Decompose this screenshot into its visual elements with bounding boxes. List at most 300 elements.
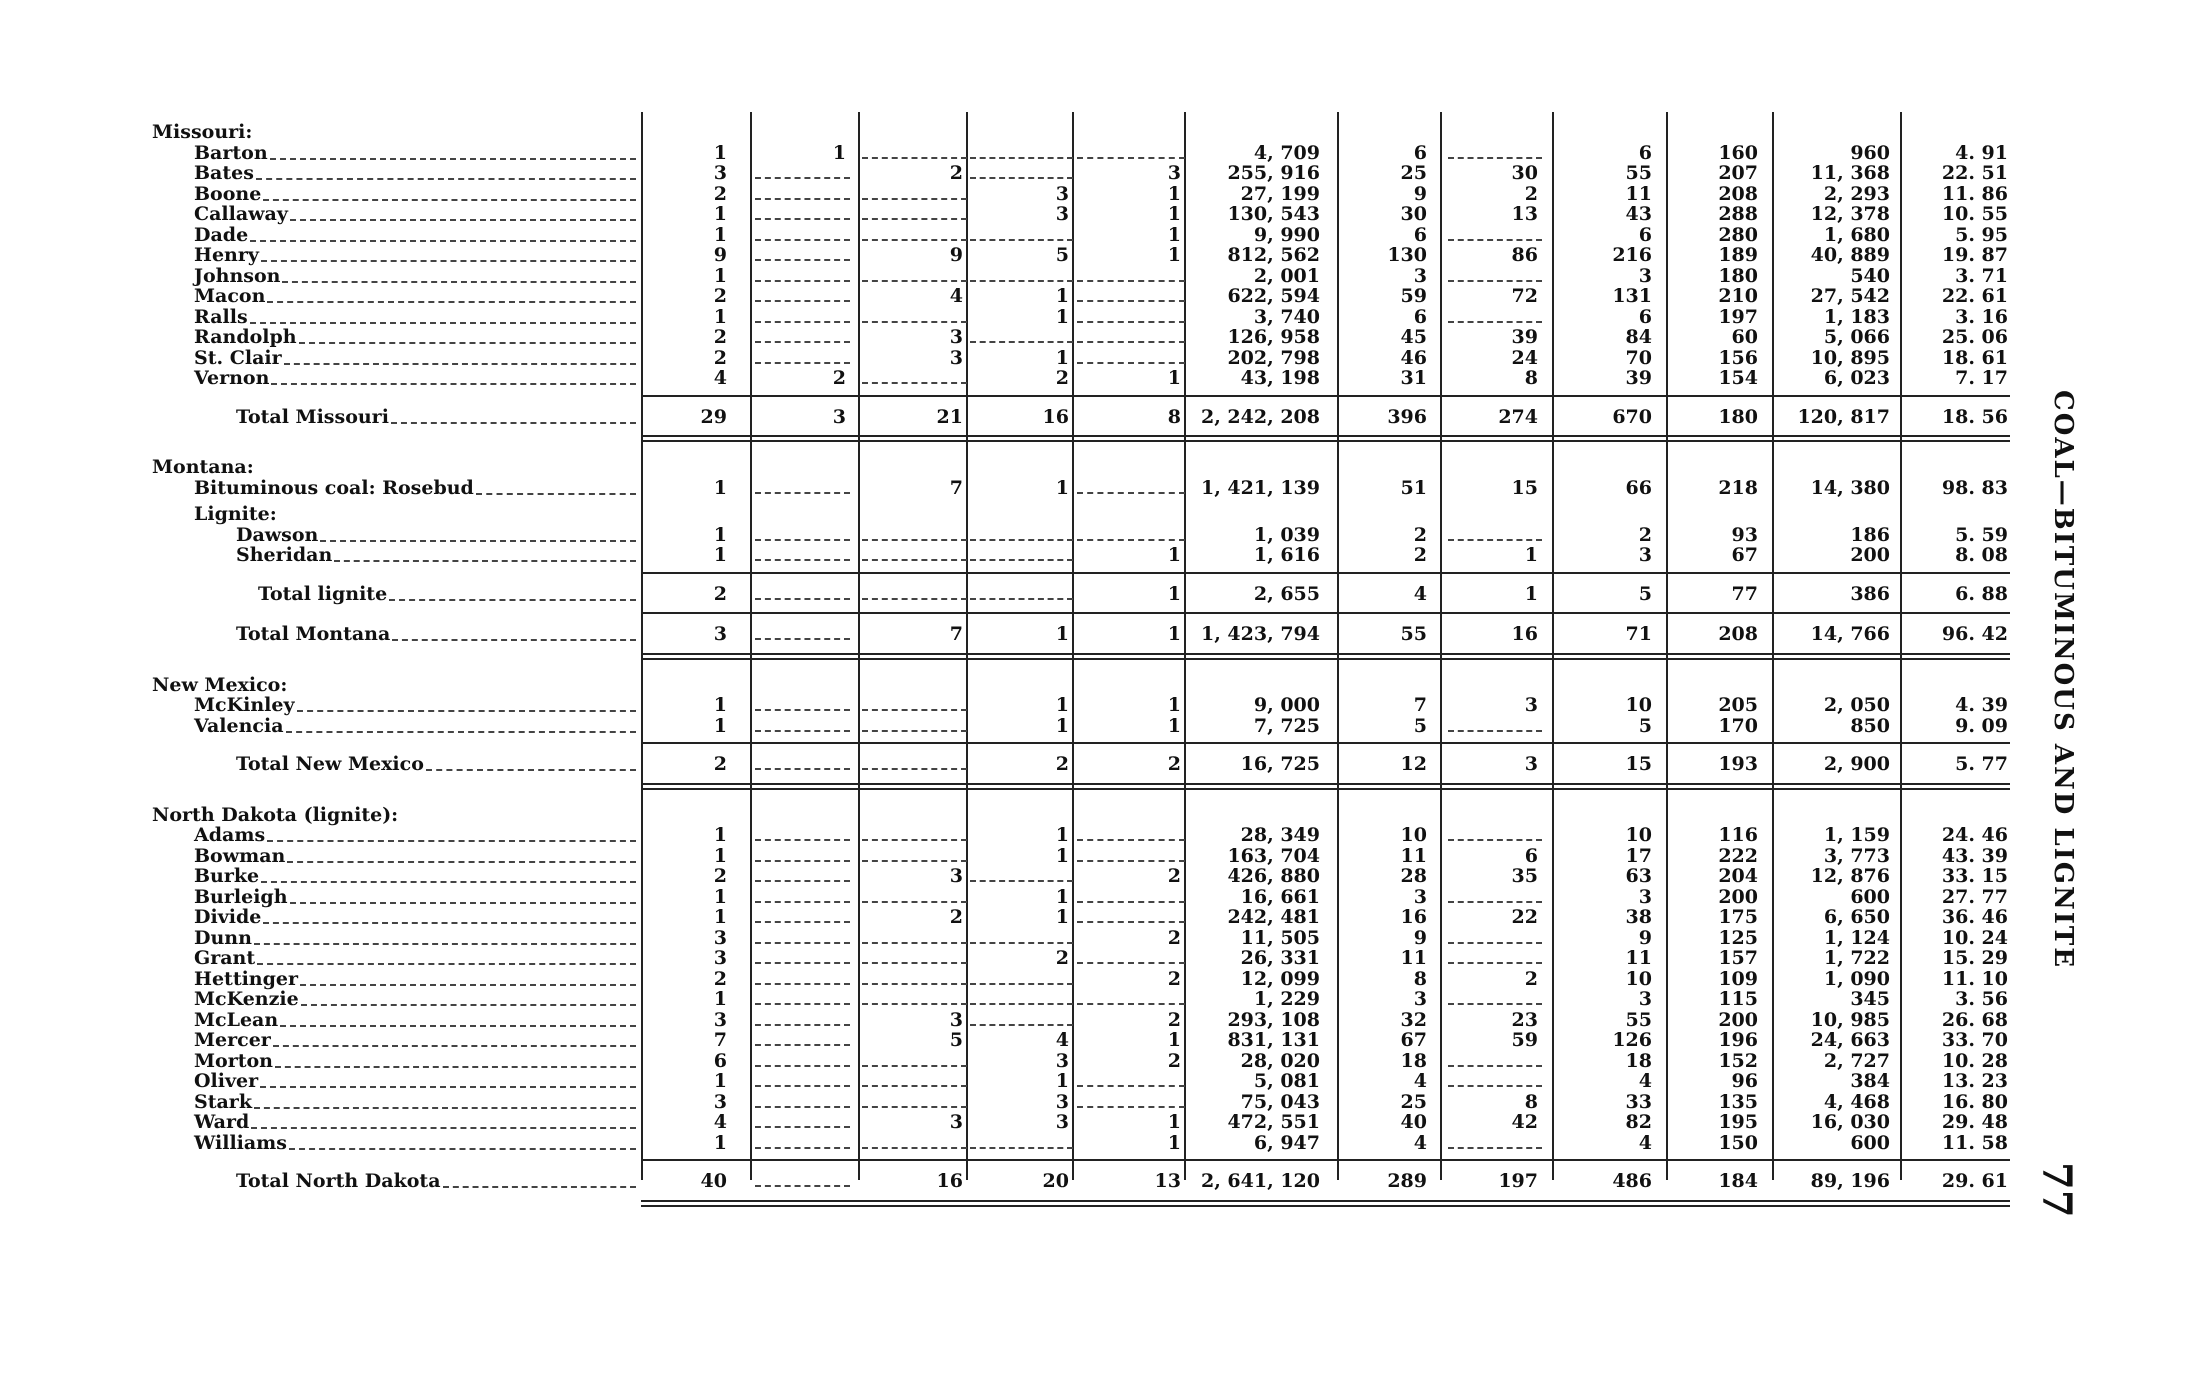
table-cell: 15 <box>1625 753 1652 775</box>
table-cell: 28 <box>1400 865 1427 887</box>
empty-cell <box>755 860 850 862</box>
empty-cell <box>755 321 850 323</box>
empty-cell <box>862 539 967 541</box>
table-cell: 163, 704 <box>1227 844 1320 867</box>
table-cell: 3 <box>713 162 727 184</box>
empty-cell <box>755 280 850 282</box>
table-cell: 2 <box>1167 753 1181 775</box>
table-cell: 1 <box>1055 285 1069 307</box>
table-cell: 15. 29 <box>1941 947 2008 969</box>
table-cell: 13. 23 <box>1941 1070 2008 1092</box>
leader-dots <box>275 1066 636 1068</box>
leader-dots <box>476 493 636 495</box>
table-cell: 22. 51 <box>1941 162 2008 184</box>
table-cell: 98. 83 <box>1941 476 2008 499</box>
table-cell: 67 <box>1400 1029 1427 1051</box>
table-cell: 40 <box>1400 1111 1427 1133</box>
total-rule <box>641 1159 2010 1161</box>
table-cell: 86 <box>1511 244 1538 266</box>
table-cell: 1 <box>713 1070 727 1092</box>
table-cell: 2 <box>1524 182 1538 205</box>
table-cell: 18 <box>1400 1049 1427 1072</box>
table-cell: 1 <box>713 203 727 225</box>
table-cell: 157 <box>1718 947 1758 969</box>
table-cell: 7 <box>1413 694 1427 716</box>
table-cell: 6, 650 <box>1823 906 1890 928</box>
table-cell: 3 <box>1413 988 1427 1010</box>
table-cell: 130 <box>1387 244 1427 266</box>
table-cell: 3 <box>949 1111 963 1133</box>
total-rule <box>641 435 2010 437</box>
total-rule <box>641 788 2010 790</box>
table-cell: 4 <box>1638 1131 1652 1154</box>
table-cell: 5 <box>1638 582 1652 605</box>
row-label: Barton <box>194 141 268 164</box>
table-cell: 196 <box>1718 1029 1758 1051</box>
table-cell: 3 <box>832 405 846 428</box>
table-cell: 16, 661 <box>1240 885 1320 908</box>
table-cell: 186 <box>1850 523 1890 546</box>
table-cell: 6 <box>713 1049 727 1072</box>
table-cell: 2 <box>713 326 727 348</box>
table-cell: 3 <box>1524 753 1538 775</box>
table-cell: 195 <box>1718 1111 1758 1133</box>
empty-cell <box>755 983 850 985</box>
table-cell: 2, 655 <box>1253 582 1320 605</box>
table-cell: 1 <box>1167 203 1181 225</box>
table-cell: 18. 61 <box>1941 346 2008 369</box>
table-cell: 11 <box>1400 844 1427 867</box>
row-label: Ward <box>194 1111 250 1133</box>
table-cell: 5. 59 <box>1955 523 2008 546</box>
table-cell: 25. 06 <box>1941 326 2008 348</box>
running-head-text: COAL—BITUMINOUS AND LIGNITE <box>2048 390 2078 970</box>
leader-dots <box>260 1086 636 1088</box>
table-cell: 193 <box>1718 753 1758 775</box>
table-cell: 2, 293 <box>1823 182 1890 205</box>
leader-dots <box>250 240 636 242</box>
leader-dots <box>256 178 636 180</box>
total-rule <box>641 395 2010 397</box>
table-cell: 20 <box>1042 1170 1069 1192</box>
table-cell: 7 <box>713 1029 727 1051</box>
total-rule <box>641 653 2010 655</box>
table-cell: 135 <box>1718 1090 1758 1113</box>
table-cell: 1 <box>713 141 727 164</box>
table-cell: 218 <box>1718 476 1758 499</box>
table-cell: 96 <box>1731 1070 1758 1092</box>
table-cell: 1 <box>1055 824 1069 846</box>
table-cell: 30 <box>1511 162 1538 184</box>
table-cell: 2, 001 <box>1253 264 1320 287</box>
table-cell: 8. 08 <box>1955 544 2008 566</box>
table-cell: 396 <box>1387 405 1427 428</box>
empty-cell <box>755 730 850 732</box>
table-cell: 5. 77 <box>1955 753 2008 775</box>
table-cell: 180 <box>1718 405 1758 428</box>
empty-cell <box>862 983 967 985</box>
table-cell: 60 <box>1731 326 1758 348</box>
row-label: Ralls <box>194 305 248 328</box>
table-cell: 93 <box>1731 523 1758 546</box>
leader-dots <box>270 158 636 160</box>
table-cell: 242, 481 <box>1227 906 1320 928</box>
table-cell: 1 <box>713 476 727 499</box>
table-cell: 10 <box>1625 694 1652 716</box>
row-label: Boone <box>194 182 262 205</box>
row-label: Stark <box>194 1090 252 1113</box>
row-label: Montana: <box>152 456 254 478</box>
table-cell: 13 <box>1511 203 1538 225</box>
table-cell: 1 <box>713 1131 727 1154</box>
leader-dots <box>280 1025 636 1027</box>
table-cell: 35 <box>1511 865 1538 887</box>
table-cell: 2 <box>1055 753 1069 775</box>
table-cell: 1, 183 <box>1823 305 1890 328</box>
table-cell: 1, 039 <box>1253 523 1320 546</box>
table-cell: 1, 159 <box>1823 824 1890 846</box>
table-cell: 33. 15 <box>1941 865 2008 887</box>
empty-cell <box>755 539 850 541</box>
leader-dots <box>271 383 636 385</box>
table-cell: 3 <box>1638 264 1652 287</box>
table-cell: 66 <box>1625 476 1652 499</box>
table-cell: 2, 900 <box>1823 753 1890 775</box>
empty-cell <box>862 1003 967 1005</box>
table-cell: 152 <box>1718 1049 1758 1072</box>
total-rule <box>641 742 2010 744</box>
table-cell: 2 <box>1524 967 1538 990</box>
table-cell: 11. 10 <box>1941 967 2008 990</box>
table-cell: 1 <box>713 544 727 566</box>
table-cell: 11, 368 <box>1810 162 1890 184</box>
table-cell: 2 <box>713 285 727 307</box>
table-cell: 2 <box>713 753 727 775</box>
empty-cell <box>755 239 850 241</box>
table-cell: 3, 773 <box>1823 844 1890 867</box>
table-cell: 150 <box>1718 1131 1758 1154</box>
empty-cell <box>755 198 850 200</box>
table-cell: 5 <box>1055 244 1069 266</box>
table-cell: 2 <box>713 967 727 990</box>
table-cell: 4. 91 <box>1955 141 2008 164</box>
table-cell: 3 <box>1524 694 1538 716</box>
table-cell: 2, 242, 208 <box>1200 405 1320 428</box>
table-cell: 2 <box>713 582 727 605</box>
table-cell: 205 <box>1718 694 1758 716</box>
table-cell: 11 <box>1625 947 1652 969</box>
table-cell: 6 <box>1638 305 1652 328</box>
leader-dots <box>334 560 636 562</box>
total-rule <box>641 1200 2010 1202</box>
table-cell: 2 <box>832 367 846 389</box>
table-cell: 9 <box>1638 926 1652 949</box>
table-cell: 3. 71 <box>1955 264 2008 287</box>
table-cell: 131 <box>1612 285 1652 307</box>
table-cell: 3 <box>1638 544 1652 566</box>
table-cell: 600 <box>1850 1131 1890 1154</box>
table-cell: 208 <box>1718 182 1758 205</box>
table-cell: 4 <box>1055 1029 1069 1051</box>
table-cell: 850 <box>1850 714 1890 737</box>
table-cell: 2 <box>949 162 963 184</box>
table-cell: 29. 61 <box>1941 1170 2008 1192</box>
table-cell: 1 <box>1167 582 1181 605</box>
table-cell: 207 <box>1718 162 1758 184</box>
row-label: Divide <box>194 906 262 928</box>
table-cell: 622, 594 <box>1227 285 1320 307</box>
leader-dots <box>250 322 636 324</box>
total-rule <box>641 783 2010 785</box>
table-cell: 208 <box>1718 623 1758 645</box>
table-cell: 1, 423, 794 <box>1200 623 1320 645</box>
table-cell: 4 <box>949 285 963 307</box>
table-cell: 1 <box>1167 694 1181 716</box>
table-cell: 109 <box>1718 967 1758 990</box>
table-cell: 2 <box>1638 523 1652 546</box>
leader-dots <box>282 281 636 283</box>
table-cell: 17 <box>1625 844 1652 867</box>
total-rule <box>641 572 2010 574</box>
table-cell: 10, 895 <box>1810 346 1890 369</box>
table-cell: 36. 46 <box>1941 906 2008 928</box>
table-cell: 10 <box>1625 967 1652 990</box>
row-label: Bowman <box>194 844 286 867</box>
table-cell: 154 <box>1718 367 1758 389</box>
table-cell: 3 <box>713 947 727 969</box>
table-cell: 39 <box>1625 367 1652 389</box>
row-label: Burke <box>194 865 260 887</box>
table-cell: 3 <box>1638 988 1652 1010</box>
table-cell: 18. 56 <box>1941 405 2008 428</box>
table-cell: 274 <box>1498 405 1538 428</box>
row-label: New Mexico: <box>152 673 288 696</box>
table-cell: 2 <box>1413 523 1427 546</box>
empty-cell <box>862 157 967 159</box>
table-cell: 1 <box>713 988 727 1010</box>
table-cell: 3 <box>713 926 727 949</box>
table-cell: 1, 616 <box>1253 544 1320 566</box>
row-label: McLean <box>194 1008 279 1031</box>
empty-cell <box>862 239 967 241</box>
table-cell: 3 <box>949 865 963 887</box>
table-cell: 9 <box>713 244 727 266</box>
table-cell: 12, 378 <box>1810 203 1890 225</box>
table-cell: 10 <box>1625 824 1652 846</box>
row-label: Williams <box>194 1131 287 1154</box>
row-label: Burleigh <box>194 885 288 908</box>
row-label: Morton <box>194 1049 273 1072</box>
table-cell: 28, 020 <box>1240 1049 1320 1072</box>
empty-cell <box>755 1003 850 1005</box>
table-cell: 63 <box>1625 865 1652 887</box>
table-cell: 197 <box>1718 305 1758 328</box>
table-cell: 3 <box>713 1090 727 1113</box>
table-cell: 12 <box>1400 753 1427 775</box>
table-cell: 2, 641, 120 <box>1200 1170 1320 1192</box>
table-cell: 3 <box>713 623 727 645</box>
leader-dots <box>261 881 636 883</box>
table-cell: 1, 421, 139 <box>1200 476 1320 499</box>
table-cell: 5. 95 <box>1955 223 2008 246</box>
table-cell: 255, 916 <box>1227 162 1320 184</box>
table-cell: 16 <box>1511 623 1538 645</box>
table-cell: 2, 050 <box>1823 694 1890 716</box>
table-cell: 3 <box>1055 203 1069 225</box>
table-cell: 12, 876 <box>1810 865 1890 887</box>
table-cell: 3 <box>949 326 963 348</box>
table-cell: 9, 990 <box>1253 223 1320 246</box>
leader-dots <box>287 861 636 863</box>
leader-dots <box>251 1127 636 1129</box>
total-rule <box>641 658 2010 660</box>
table-cell: 75, 043 <box>1240 1090 1320 1113</box>
empty-cell <box>755 901 850 903</box>
table-cell: 3 <box>1055 182 1069 205</box>
table-cell: 126 <box>1612 1029 1652 1051</box>
table-cell: 3 <box>1413 885 1427 908</box>
table-cell: 13 <box>1154 1170 1181 1192</box>
table-cell: 14, 380 <box>1810 476 1890 499</box>
table-cell: 345 <box>1850 988 1890 1010</box>
table-cell: 210 <box>1718 285 1758 307</box>
table-cell: 9. 09 <box>1955 714 2008 737</box>
row-label: Hettinger <box>194 967 299 990</box>
table-cell: 3 <box>1055 1049 1069 1072</box>
table-cell: 55 <box>1625 1008 1652 1031</box>
table-cell: 23 <box>1511 1008 1538 1031</box>
empty-cell <box>970 539 1073 541</box>
table-cell: 5, 081 <box>1253 1070 1320 1092</box>
table-cell: 16 <box>936 1170 963 1192</box>
leader-dots <box>284 363 636 365</box>
empty-cell <box>862 942 967 944</box>
table-cell: 2 <box>1167 865 1181 887</box>
table-cell: 1 <box>713 264 727 287</box>
table-cell: 6, 947 <box>1253 1131 1320 1154</box>
table-cell: 222 <box>1718 844 1758 867</box>
empty-cell <box>862 280 967 282</box>
table-cell: 16 <box>1400 906 1427 928</box>
table-cell: 1 <box>1167 714 1181 737</box>
table-cell: 6, 023 <box>1823 367 1890 389</box>
empty-cell <box>970 280 1073 282</box>
row-label: Mercer <box>194 1029 271 1051</box>
table-cell: 2 <box>1055 947 1069 969</box>
empty-cell <box>862 1147 967 1149</box>
table-cell: 70 <box>1625 346 1652 369</box>
table-cell: 26. 68 <box>1941 1008 2008 1031</box>
table-cell: 2 <box>1167 967 1181 990</box>
table-cell: 1 <box>1167 1111 1181 1133</box>
empty-cell <box>755 1085 850 1087</box>
table-cell: 1 <box>1167 244 1181 266</box>
table-cell: 40, 889 <box>1810 244 1890 266</box>
table-cell: 126, 958 <box>1227 326 1320 348</box>
table-cell: 25 <box>1400 1090 1427 1113</box>
table-cell: 2 <box>1167 1008 1181 1031</box>
table-cell: 4 <box>1638 1070 1652 1092</box>
table-cell: 59 <box>1400 285 1427 307</box>
table-cell: 1 <box>713 714 727 737</box>
table-cell: 5 <box>1413 714 1427 737</box>
table-cell: 486 <box>1612 1170 1652 1192</box>
table-cell: 1 <box>1055 885 1069 908</box>
table-cell: 7 <box>949 476 963 499</box>
table-cell: 4 <box>1413 1131 1427 1154</box>
table-cell: 32 <box>1400 1008 1427 1031</box>
leader-dots <box>320 540 636 542</box>
table-cell: 18 <box>1625 1049 1652 1072</box>
table-cell: 2 <box>713 182 727 205</box>
empty-cell <box>862 559 967 561</box>
table-cell: 1 <box>1055 346 1069 369</box>
table-cell: 1 <box>713 844 727 867</box>
table-cell: 2 <box>1413 544 1427 566</box>
leader-dots <box>263 922 636 924</box>
table-cell: 288 <box>1718 203 1758 225</box>
table-cell: 1 <box>1167 1029 1181 1051</box>
table-cell: 200 <box>1850 544 1890 566</box>
table-cell: 3 <box>1055 1090 1069 1113</box>
table-cell: 31 <box>1400 367 1427 389</box>
table-cell: 7, 725 <box>1253 714 1320 737</box>
table-cell: 670 <box>1612 405 1652 428</box>
row-label: Henry <box>194 244 259 266</box>
table-cell: 1, 124 <box>1823 926 1890 949</box>
row-label: Bituminous coal: Rosebud <box>194 476 474 499</box>
table-cell: 6. 88 <box>1955 582 2008 605</box>
leader-dots <box>389 599 636 601</box>
table-cell: 130, 543 <box>1227 203 1320 225</box>
table-cell: 3 <box>1638 885 1652 908</box>
table-cell: 3 <box>1413 264 1427 287</box>
row-label: Adams <box>194 824 266 846</box>
empty-cell <box>755 962 850 964</box>
table-cell: 1 <box>1055 844 1069 867</box>
empty-cell <box>755 768 850 770</box>
table-cell: 11. 86 <box>1941 182 2008 205</box>
table-cell: 72 <box>1511 285 1538 307</box>
table-cell: 16, 725 <box>1240 753 1320 775</box>
empty-cell <box>862 598 967 600</box>
table-cell: 82 <box>1625 1111 1652 1133</box>
table-cell: 216 <box>1612 244 1652 266</box>
empty-cell <box>755 1106 850 1108</box>
leader-dots <box>426 769 636 771</box>
table-cell: 960 <box>1850 141 1890 164</box>
table-cell: 3 <box>713 1008 727 1031</box>
table-cell: 8 <box>1167 405 1181 428</box>
table-cell: 1 <box>1524 582 1538 605</box>
table-cell: 3 <box>949 1008 963 1031</box>
table-cell: 280 <box>1718 223 1758 246</box>
row-label: St. Clair <box>194 346 282 369</box>
table-cell: 600 <box>1850 885 1890 908</box>
table-cell: 3, 740 <box>1253 305 1320 328</box>
table-cell: 197 <box>1498 1170 1538 1192</box>
table-cell: 29 <box>700 405 727 428</box>
table-cell: 24, 663 <box>1810 1029 1890 1051</box>
leader-dots <box>267 840 636 842</box>
table-cell: 19. 87 <box>1941 244 2008 266</box>
row-label: Macon <box>194 285 266 307</box>
table-cell: 6 <box>1638 223 1652 246</box>
leader-dots <box>261 260 636 262</box>
row-label: Missouri: <box>152 121 253 143</box>
table-cell: 38 <box>1625 906 1652 928</box>
leader-dots <box>289 1148 636 1150</box>
